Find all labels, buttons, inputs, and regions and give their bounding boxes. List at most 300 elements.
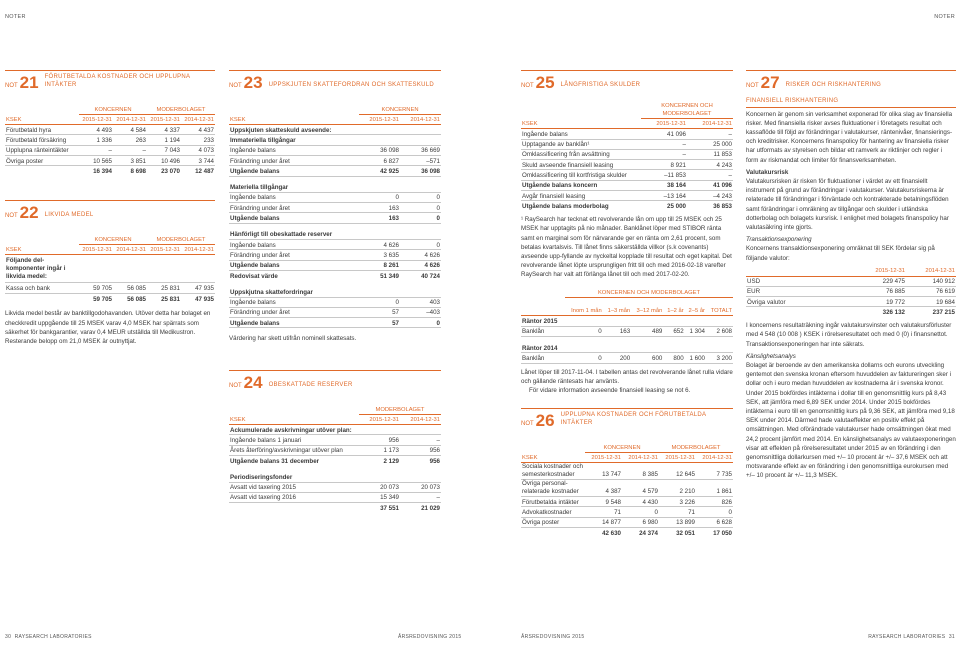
- table-row: [229, 492, 441, 502]
- note-23: [229, 70, 441, 344]
- table-cell-value: 0: [622, 507, 659, 517]
- table-cell-value: 25 000: [667, 203, 686, 211]
- note-25-text: För vidare information avseende finansiell leasing se not 6.: [529, 386, 691, 394]
- note-24-table: [229, 404, 441, 513]
- table-cell-value: 229 475: [856, 276, 906, 286]
- subheading: Transaktionsexponering: [746, 236, 812, 244]
- table-cell-value: 0: [359, 192, 400, 202]
- table-row: [521, 149, 733, 159]
- table-row: [229, 192, 441, 202]
- table-cell-value: 24 374: [639, 530, 658, 538]
- note-number: 26: [535, 411, 555, 430]
- table-cell-value: 1–2 år: [663, 298, 684, 316]
- ksek-label: KSEK: [521, 452, 585, 462]
- note-27-heading: [746, 70, 956, 90]
- table-cell-label: [400, 135, 441, 145]
- table-cell-value: Inom 1 mån: [565, 298, 603, 316]
- company-name: RAYSEARCH LABORATORIES: [868, 634, 946, 640]
- table-cell-value: 32 051: [676, 530, 695, 538]
- table-cell-value: 2015-12-31: [641, 119, 687, 129]
- total-row: [229, 166, 441, 176]
- table-cell-label: Utgående balans 31 december: [230, 458, 320, 466]
- table-cell-value: 37 551: [380, 505, 399, 513]
- table-cell-value: 2015-12-31: [359, 414, 400, 424]
- table-cell-value: 0: [400, 240, 441, 250]
- table-cell-label: Förändring under året: [229, 307, 359, 317]
- table-cell-value: 51 349: [380, 273, 399, 280]
- table-cell-value: 8 698: [130, 168, 146, 176]
- table-cell-value: 6 827: [359, 155, 400, 165]
- table-cell-value: 4 337: [147, 125, 181, 135]
- table-cell-value: 56 085: [113, 283, 147, 293]
- table-cell-label: [603, 316, 631, 326]
- footer-left: [5, 634, 92, 640]
- table-cell-label: Skuld avseende finansiell leasing: [521, 160, 641, 170]
- table-cell-value: 4 626: [400, 250, 441, 260]
- table-cell-label: Utgående balans moderbolag: [522, 203, 609, 211]
- table-cell-label: Förutbetald hyra: [5, 125, 79, 135]
- table-row: [229, 482, 441, 492]
- group-header: MODERBOLAGET: [147, 104, 215, 114]
- table-cell-value: 163: [603, 326, 631, 336]
- paragraph: Bolaget är beroende av den amerikanska dollarns och eurons utveckling gentemot den svenska kronan eftersom huvuddelen av faktureringen sker i dollar och i euro medan huvuddelen av kostnaderna är i svenska kronor. Under 2015 bokfördes intäkterna i dollar till en genomsnittlig kurs på 8,43 SEK, att jämföra med 6,89 SEK under 2014. Under 2015 bokfördes intäkterna i euro till en genomsnittlig kurs på 9,36 SEK, att jämföra med 9,18 SEK under 2014. Därmed hade valutaeffekter en positiv effekt på omsättningen. Med oförändrade valutakurser hade omsättningen ökat med 24,2 procent jämfört med 2014. En känslighetsanalys av valutaexponeringen visar att effekten på rörelseresultatet under 2015 av en förändring i den genomsnittliga dollarkursen med +/– 10 procent är +/– 37,6 MSEK och att motsvarande effekt av en förändring i den genomsnittliga eurokursen med +/– 10 procent är +/– 11,3 MSEK.: [746, 362, 956, 480]
- table-cell-label: [706, 316, 733, 326]
- table-cell-value: 21 029: [421, 505, 440, 513]
- table-cell-label: [400, 472, 441, 482]
- table-cell-value: 233: [181, 135, 215, 145]
- table-cell-value: –: [400, 435, 441, 445]
- table-cell-value: 0: [400, 192, 441, 202]
- table-row: [5, 145, 215, 155]
- note-21-table: [5, 104, 215, 176]
- table-cell-label: [663, 342, 684, 352]
- table-cell-label: Upptagande av banklån¹: [521, 139, 641, 149]
- table-cell-label: Förutbetalda intäkter: [521, 497, 585, 507]
- note-23-table: [229, 104, 441, 328]
- table-cell-label: [359, 135, 400, 145]
- table-row: [229, 445, 441, 455]
- table-row: [521, 463, 733, 480]
- table-row: [521, 507, 733, 517]
- table-cell-value: 59 705: [93, 295, 112, 303]
- table-cell-label: Utgående balans koncern: [521, 180, 641, 190]
- table-cell-label: Ingående balans 1 januari: [229, 435, 359, 445]
- note-24: [229, 370, 441, 513]
- total-row: [229, 318, 441, 328]
- subheading: Valutakursrisk: [746, 168, 789, 176]
- table-cell-label: Förändring under året: [229, 203, 359, 213]
- table-cell-value: 11 853: [687, 149, 733, 159]
- table-cell-value: 800: [663, 353, 684, 363]
- table-cell-label: [147, 255, 181, 283]
- table-cell-value: 25 831: [161, 295, 180, 303]
- section-subtitle: Immateriella tillgångar: [229, 135, 359, 145]
- subheading: Känslighetsanalys: [746, 352, 796, 360]
- table-cell-label: Övriga poster: [5, 155, 79, 165]
- table-cell-value: 6 980: [622, 517, 659, 527]
- table-cell-value: 1 600: [685, 353, 706, 363]
- table-cell-label: Kassa och bank: [5, 283, 79, 293]
- table-cell-value: 2014-12-31: [906, 266, 956, 276]
- table-cell-value: 956: [359, 435, 400, 445]
- note-27-table: [746, 266, 956, 317]
- note-title: OBESKATTADE RESERVER: [268, 381, 353, 388]
- group-header: MODERBOLAGET: [359, 404, 441, 414]
- note-25-text: Lånet löper till 2017-11-04. I tabellen antas det revolverande lånet rulla vidare och gällande räntesats har använts.: [521, 368, 733, 385]
- table-cell-label: [521, 288, 565, 298]
- table-cell-value: 20 073: [400, 482, 441, 492]
- table-cell-value: 71: [659, 507, 696, 517]
- table-cell-value: 36 098: [359, 145, 400, 155]
- table-cell-value: 4 243: [687, 160, 733, 170]
- table-cell-value: 8 921: [641, 160, 687, 170]
- section-title: Hänförligt till obeskattade reserver: [229, 229, 359, 239]
- table-cell-value: –: [641, 149, 687, 159]
- table-row: [746, 276, 956, 286]
- note-title: UPPSKJUTEN SKATTEFORDRAN OCH SKATTESKULD: [268, 81, 435, 88]
- note-23-text: Värdering har skett utifrån nominell skattesats.: [229, 335, 357, 343]
- note-22: [5, 200, 215, 346]
- table-cell-label: Årets återföring/avskrivningar utöver plan: [229, 445, 359, 455]
- table-cell-value: 13 899: [659, 517, 696, 527]
- note-25: [521, 70, 733, 395]
- table-row: [746, 286, 956, 296]
- table-cell-value: 200: [603, 353, 631, 363]
- table-cell-value: 1 173: [359, 445, 400, 455]
- table-cell-label: [521, 442, 585, 452]
- table-row: [5, 135, 215, 145]
- table-cell-value: 2014-12-31: [113, 244, 147, 254]
- paragraph: Koncernen är genom sin verksamhet exponerad för olika slag av finansiella risker. Med finansiella risker avses fluktuationer i företagets resultat och kassaflöde till följd av förändringar i valutakurser, räntenivåer, finansierings- och kreditrisker. Koncernens finanspolicy för hantering av finansiella risker har utformats av styrelsen och bildar ett ramverk av riktlinjer och regler i form av riskmandat och limiter för finansverksamheten.: [746, 110, 953, 164]
- table-cell-value: 7 735: [696, 463, 733, 480]
- table-cell-label: Följande del-komponenter ingår i likvida medel:: [5, 255, 79, 283]
- table-cell-value: TOTALT: [706, 298, 733, 316]
- note-number: 21: [19, 73, 39, 92]
- table-row: [229, 240, 441, 250]
- note-title: RISKER OCH RISKHANTERING: [785, 81, 882, 88]
- report-name-right: ÅRSREDOVISNING 2015: [521, 634, 585, 640]
- note-24-heading: [229, 370, 441, 390]
- table-cell-value: 47 935: [195, 295, 214, 303]
- table-row: [229, 145, 441, 155]
- table-cell-value: 4 626: [400, 260, 441, 270]
- page-number: 31: [948, 634, 955, 640]
- table-cell-value: 3 744: [181, 155, 215, 165]
- note-label: NOT: [5, 212, 18, 219]
- table-cell-value: 956: [400, 445, 441, 455]
- note-label: NOT: [746, 82, 759, 89]
- table-row: [229, 307, 441, 317]
- table-cell-label: [400, 287, 441, 297]
- table-cell-value: 76 885: [856, 286, 906, 296]
- table-cell-value: 0: [359, 297, 400, 307]
- note-number: 24: [243, 373, 263, 392]
- table-row: [229, 435, 441, 445]
- table-cell-value: 57: [359, 318, 400, 328]
- table-cell-value: –403: [400, 307, 441, 317]
- table-cell-value: –: [79, 145, 113, 155]
- table-cell-value: 1 861: [696, 480, 733, 497]
- ksek-label: KSEK: [521, 119, 641, 129]
- table-cell-value: 140 912: [906, 276, 956, 286]
- table-cell-label: [5, 104, 79, 114]
- group-header: MODERBOLAGET: [659, 442, 733, 452]
- table-row: [229, 155, 441, 165]
- table-cell-value: 489: [631, 326, 663, 336]
- note-22-heading: [5, 200, 215, 220]
- table-cell-label: [181, 255, 215, 283]
- table-cell-value: 652: [663, 326, 684, 336]
- table-cell-value: 40 724: [421, 273, 440, 280]
- table-row: [521, 517, 733, 527]
- group-header: KONCERNEN: [79, 234, 147, 244]
- table-cell-label: [229, 104, 359, 114]
- ksek-label: KSEK: [229, 114, 359, 124]
- group-header: KONCERNEN: [79, 104, 147, 114]
- table-cell-value: 20 073: [359, 482, 400, 492]
- total-row: [229, 213, 441, 223]
- note-title: LIKVIDA MEDEL: [44, 211, 94, 218]
- table-row: [521, 480, 733, 497]
- table-cell-value: 2014-12-31: [687, 119, 733, 129]
- table-cell-label: Övriga personal-relaterade kostnader: [521, 480, 585, 497]
- table-cell-label: Förändring under året: [229, 155, 359, 165]
- table-cell-label: Ingående balans: [229, 192, 359, 202]
- table-cell-value: 2015-12-31: [585, 452, 622, 462]
- table-cell-value: 3 851: [113, 155, 147, 165]
- note-number: 27: [760, 73, 780, 92]
- table-cell-value: 2015-12-31: [856, 266, 906, 276]
- table-cell-label: Avgår finansiell leasing: [521, 191, 641, 201]
- section-title: Uppskjutna skattefordringar: [229, 287, 359, 297]
- note-25-interest-table: [521, 288, 733, 364]
- table-cell-label: [359, 125, 400, 135]
- note-label: NOT: [229, 382, 242, 389]
- company-name: RAYSEARCH LABORATORIES: [14, 634, 92, 640]
- table-row: [521, 160, 733, 170]
- table-cell-value: –: [113, 145, 147, 155]
- table-cell-label: [521, 102, 641, 119]
- table-cell-value: 4 073: [181, 145, 215, 155]
- table-cell-label: Banklån: [521, 353, 565, 363]
- section-title: Uppskjuten skatteskuld avseende:: [229, 125, 359, 135]
- note-22-table: [5, 234, 215, 303]
- total-row: [521, 527, 733, 537]
- note-title: FÖRUTBETALDA KOSTNADER OCH UPPLUPNA INTÄKTER: [44, 74, 191, 88]
- total-row: [5, 166, 215, 176]
- table-row: [5, 155, 215, 165]
- table-cell-label: Avsatt vid taxering 2015: [229, 482, 359, 492]
- table-cell-value: 42 630: [602, 530, 621, 538]
- note-26-table: [521, 442, 733, 538]
- table-cell-label: [521, 298, 565, 316]
- table-cell-label: [603, 342, 631, 352]
- table-cell-value: 8 261: [359, 260, 400, 270]
- total-row: [521, 201, 733, 211]
- section-title: Materiella tillgångar: [229, 182, 359, 192]
- subheading-row: [5, 255, 215, 283]
- table-cell-value: 237 215: [932, 309, 955, 317]
- table-cell-label: [400, 425, 441, 435]
- table-row: [521, 191, 733, 201]
- table-cell-label: [706, 342, 733, 352]
- table-cell-value: 3–12 mån: [631, 298, 663, 316]
- table-cell-value: 826: [696, 497, 733, 507]
- page-number: 30: [5, 634, 12, 640]
- table-row: [521, 353, 733, 363]
- table-cell-value: 15 349: [359, 492, 400, 502]
- table-cell-value: 4 493: [79, 125, 113, 135]
- table-cell-value: 38 164: [641, 180, 687, 190]
- group-header: KONCERNEN: [359, 104, 441, 114]
- table-cell-value: 326 132: [882, 309, 905, 317]
- ksek-label: KSEK: [5, 114, 79, 124]
- table-cell-label: Ingående balans: [229, 240, 359, 250]
- table-cell-value: 2–5 år: [685, 298, 706, 316]
- total-row: [5, 293, 215, 303]
- table-cell-value: 10 565: [79, 155, 113, 165]
- table-cell-label: [113, 255, 147, 283]
- group-header: KONCERNEN OCH MODERBOLAGET: [565, 288, 733, 298]
- note-number: 22: [19, 203, 39, 222]
- note-25-table: [521, 102, 733, 211]
- note-label: NOT: [5, 82, 18, 89]
- section-title: Periodiseringsfonder: [229, 472, 359, 482]
- table-cell-value: 4 430: [622, 497, 659, 507]
- table-cell-value: 59 705: [79, 283, 113, 293]
- running-header-right: NOTER: [934, 14, 955, 20]
- note-23-heading: [229, 70, 441, 90]
- table-cell-value: 41 096: [641, 129, 687, 139]
- table-cell-value: 1–3 mån: [603, 298, 631, 316]
- table-cell-label: Ingående balans: [229, 145, 359, 155]
- table-cell-value: 76 619: [906, 286, 956, 296]
- report-name-left: ÅRSREDOVISNING 2015: [398, 634, 462, 640]
- table-cell-value: 4 437: [181, 125, 215, 135]
- column-header: 2015-12-31: [147, 114, 181, 124]
- table-cell-label: USD: [746, 276, 856, 286]
- table-row: [5, 125, 215, 135]
- table-cell-value: 2014-12-31: [622, 452, 659, 462]
- table-cell-value: 7 043: [147, 145, 181, 155]
- table-cell-label: Övriga poster: [521, 517, 585, 527]
- table-cell-value: 12 645: [659, 463, 696, 480]
- total-row: [229, 455, 441, 465]
- note-number: 25: [535, 73, 555, 92]
- table-row: [746, 297, 956, 307]
- table-cell-value: 4 626: [359, 240, 400, 250]
- table-cell-label: Omklassificering från avsättning: [521, 149, 641, 159]
- paragraph: Koncernens transaktionsexponering omräknat till SEK fördelar sig på följande valutor:: [746, 245, 935, 262]
- table-cell-value: 3 635: [359, 250, 400, 260]
- note-number: 23: [243, 73, 263, 92]
- table-cell-value: 4 387: [585, 480, 622, 497]
- group-header: KONCERNEN OCH MODERBOLAGET: [641, 102, 733, 119]
- note-title: UPPLUPNA KOSTNADER OCH FÖRUTBETALDA INTÄKTER: [560, 412, 707, 426]
- table-cell-label: [400, 125, 441, 135]
- table-cell-value: –571: [400, 155, 441, 165]
- table-cell-value: 163: [359, 203, 400, 213]
- total-row: [229, 260, 441, 270]
- table-cell-label: Advokatkostnader: [521, 507, 585, 517]
- ksek-label: KSEK: [5, 244, 79, 254]
- table-cell-value: 56 085: [127, 295, 146, 303]
- table-cell-label: Omklassificering till kortfristiga skulder: [521, 170, 641, 180]
- table-cell-value: 2015-12-31: [359, 114, 400, 124]
- table-cell-value: 2014-12-31: [181, 244, 215, 254]
- table-cell-value: 19 684: [906, 297, 956, 307]
- table-cell-label: EUR: [746, 286, 856, 296]
- table-cell-value: 13 747: [585, 463, 622, 480]
- paragraph: Valutakursrisken är risken för fluktuationer i värdet av ett finansiellt instrument på grund av förändringar i valutakurser. Valutakursriskerna är relaterade till förändringar i förväntade och kontrakterade betalningsflöden samt förändringar i omräkning av tillgångar och skulder i utländska dotterbolag och bolagets kursrisk. I enlighet med bolagets finanspolicy har valutasäkring inte gjorts.: [746, 177, 949, 231]
- table-cell-value: 47 935: [181, 283, 215, 293]
- table-cell-value: 12 487: [195, 168, 214, 176]
- table-cell-value: 0: [400, 203, 441, 213]
- table-cell-value: 19 772: [856, 297, 906, 307]
- section-title: Ackumulerade avskrivningar utöver plan:: [229, 425, 359, 435]
- table-cell-value: 25 000: [687, 139, 733, 149]
- section-title: Räntor 2015: [521, 316, 565, 326]
- table-cell-value: 0: [400, 213, 441, 223]
- table-cell-label: Ingående balans: [229, 297, 359, 307]
- table-cell-label: [359, 287, 400, 297]
- table-cell-value: –4 243: [687, 191, 733, 201]
- table-cell-value: 36 098: [400, 166, 441, 176]
- note-25-heading: [521, 70, 733, 90]
- table-cell-label: [5, 234, 79, 244]
- table-cell-value: 600: [631, 353, 663, 363]
- table-cell-value: 2015-12-31: [659, 452, 696, 462]
- table-cell-value: 71: [585, 507, 622, 517]
- table-cell-label: Upplupna ränteintäkter: [5, 145, 79, 155]
- table-cell-label: Banklån: [521, 326, 565, 336]
- table-cell-value: 163: [359, 213, 400, 223]
- note-label: NOT: [521, 82, 534, 89]
- table-cell-label: Utgående balans: [229, 213, 359, 223]
- table-cell-label: [746, 266, 856, 276]
- table-row: [521, 129, 733, 139]
- table-cell-value: 1 194: [147, 135, 181, 145]
- table-row: [229, 203, 441, 213]
- table-cell-label: [400, 229, 441, 239]
- table-cell-value: –: [400, 492, 441, 502]
- table-cell-label: [400, 182, 441, 192]
- table-cell-label: Förändring under året: [229, 250, 359, 260]
- table-cell-value: 2014-12-31: [400, 414, 441, 424]
- table-cell-label: [685, 316, 706, 326]
- group-header: KONCERNEN: [585, 442, 659, 452]
- table-cell-label: [359, 229, 400, 239]
- table-cell-value: 25 831: [147, 283, 181, 293]
- ksek-label: KSEK: [229, 414, 359, 424]
- note-21: [5, 70, 215, 176]
- total-row: [229, 270, 441, 280]
- table-cell-label: Utgående balans: [229, 318, 359, 328]
- table-cell-label: Sociala kostnader och semesterkostnader: [521, 463, 585, 480]
- table-cell-label: [359, 472, 400, 482]
- table-cell-value: 2014-12-31: [696, 452, 733, 462]
- table-cell-value: 9 548: [585, 497, 622, 507]
- table-cell-value: 263: [113, 135, 147, 145]
- table-cell-label: Redovisat värde: [230, 273, 278, 280]
- table-cell-value: 41 096: [687, 180, 733, 190]
- column-header: 2014-12-31: [181, 114, 215, 124]
- column-header: 2015-12-31: [79, 114, 113, 124]
- table-cell-label: [565, 316, 603, 326]
- table-cell-value: 23 070: [161, 168, 180, 176]
- table-cell-value: 0: [696, 507, 733, 517]
- table-cell-label: [229, 404, 359, 414]
